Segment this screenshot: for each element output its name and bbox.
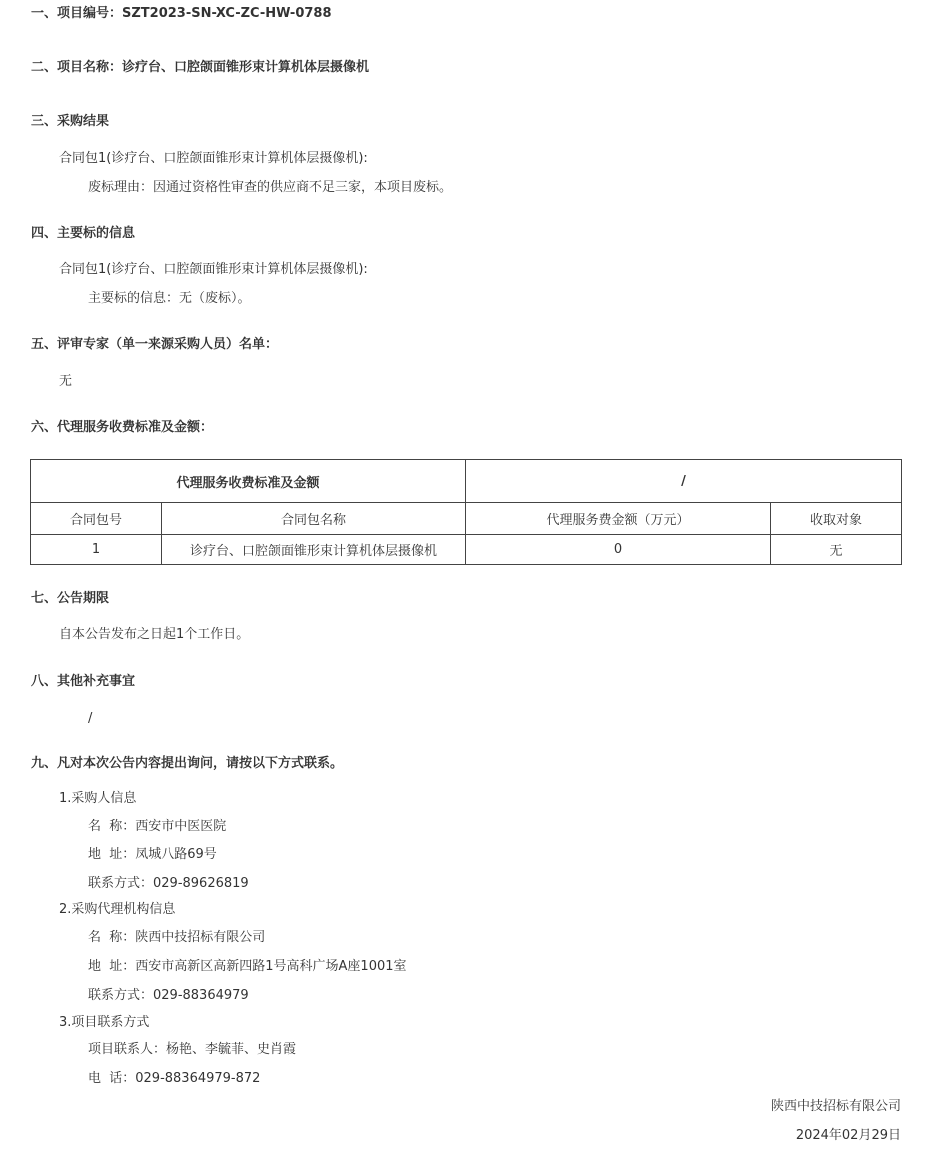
agency-fee-heading: 六、代理服务收费标准及金额： xyxy=(31,420,214,435)
notice-period-heading: 七、公告期限 xyxy=(31,591,110,606)
agency-name: 名 称：陕西中技招标有限公司 xyxy=(88,930,266,945)
agency-title: 2.采购代理机构信息 xyxy=(59,902,176,917)
table-cell: 诊疗台、口腔颌面锥形束计算机体层摄像机 xyxy=(162,535,466,565)
main-subject-package: 合同包1(诊疗台、口腔颌面锥形束计算机体层摄像机): xyxy=(59,262,368,277)
purchaser-address: 地 址：凤城八路69号 xyxy=(88,847,217,862)
procurement-result-package: 合同包1(诊疗台、口腔颌面锥形束计算机体层摄像机): xyxy=(59,151,368,166)
agency-address: 地 址：西安市高新区高新四路1号高科广场A座1001室 xyxy=(88,959,407,974)
table-header-cell: 代理服务费金额（万元） xyxy=(466,503,771,535)
table-header-row xyxy=(31,503,902,535)
other-matters-value: / xyxy=(88,711,93,726)
table-cell: 无 xyxy=(771,535,902,565)
table-header-cell: 合同包号 xyxy=(31,503,162,535)
experts-value: 无 xyxy=(59,374,73,389)
notice-period-value: 自本公告发布之日起1个工作日。 xyxy=(59,627,250,642)
purchaser-name: 名 称：西安市中医医院 xyxy=(88,819,227,834)
table-cell: 0 xyxy=(466,535,771,565)
project-name-label: 二、项目名称： xyxy=(31,60,123,75)
table-header-cell: 合同包名称 xyxy=(162,503,466,535)
main-subject-detail: 主要标的信息：无（废标）。 xyxy=(88,291,251,306)
agency-contact: 联系方式：029-88364979 xyxy=(88,988,249,1003)
project-number-label: 一、项目编号： xyxy=(31,6,123,21)
project-name-value: 诊疗台、口腔颌面锥形束计算机体层摄像机 xyxy=(122,60,370,75)
table-title-row xyxy=(31,460,902,503)
purchaser-title: 1.采购人信息 xyxy=(59,791,137,806)
project-number-value: SZT2023-SN-XC-ZC-HW-0788 xyxy=(122,6,332,21)
contact-heading: 九、凡对本次公告内容提出询问，请按以下方式联系。 xyxy=(31,756,344,771)
table-row xyxy=(31,535,902,565)
purchaser-contact: 联系方式：029-89626819 xyxy=(88,876,249,891)
procurement-result-detail: 废标理由：因通过资格性审查的供应商不足三家，本项目废标。 xyxy=(88,180,453,195)
project-contact-title: 3.项目联系方式 xyxy=(59,1015,150,1030)
table-header-cell: 收取对象 xyxy=(771,503,902,535)
footer-company: 陕西中技招标有限公司 xyxy=(770,1099,901,1114)
table-cell: 1 xyxy=(31,535,162,565)
project-contact-phone: 电 话：029-88364979-872 xyxy=(88,1071,261,1086)
agency-fee-table xyxy=(30,459,902,565)
main-subject-heading: 四、主要标的信息 xyxy=(31,226,136,241)
table-title-value-cell: / xyxy=(466,460,902,503)
project-name-heading xyxy=(31,60,369,76)
experts-heading: 五、评审专家（单一来源采购人员）名单： xyxy=(31,337,279,352)
project-number-heading xyxy=(31,6,332,22)
procurement-result-heading: 三、采购结果 xyxy=(31,114,110,129)
footer-date: 2024年02月29日 xyxy=(795,1128,901,1143)
other-matters-heading: 八、其他补充事宜 xyxy=(31,674,136,689)
table-title-cell: 代理服务收费标准及金额 xyxy=(31,460,466,503)
project-contact-persons: 项目联系人：杨艳、李毓菲、史肖霞 xyxy=(88,1042,297,1057)
